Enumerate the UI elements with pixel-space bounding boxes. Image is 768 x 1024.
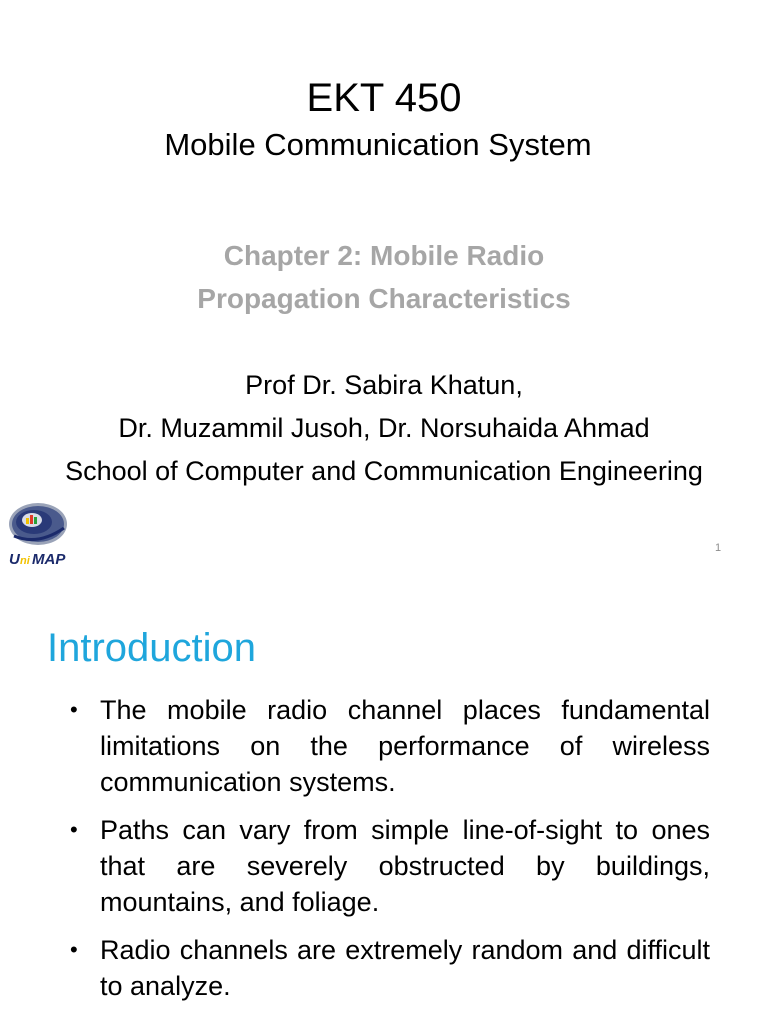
slide-title: Introduction [47, 626, 257, 670]
chapter-heading [0, 234, 768, 320]
course-code: EKT 450 [306, 76, 462, 120]
bullet-icon: • [70, 817, 78, 842]
authors-block [0, 364, 768, 493]
bullet-icon: • [70, 697, 78, 722]
author-line-1: Prof Dr. Sabira Khatun, [245, 370, 523, 400]
chapter-line-1: Chapter 2: Mobile Radio [223, 240, 545, 271]
bullet-text: Paths can vary from simple line-of-sight to ones that are severely obstructed by buildings, mountains, and foliage. [100, 815, 710, 917]
svg-text:ni: ni [20, 555, 30, 567]
svg-text:MAP: MAP [32, 551, 66, 568]
chapter-line-2: Propagation Characteristics [197, 283, 571, 314]
list-item [70, 812, 710, 920]
course-title: Mobile Communication System [164, 127, 592, 162]
introduction-slide [0, 600, 768, 1024]
list-item [70, 692, 710, 800]
slide-divider [0, 586, 768, 600]
unimap-logo-icon [6, 498, 70, 570]
author-line-2: Dr. Muzammil Jusoh, Dr. Norsuhaida Ahmad [118, 413, 650, 443]
slide-number: 1 [714, 542, 722, 554]
list-item [70, 932, 710, 1004]
school-line: School of Computer and Communication Engineering [65, 456, 703, 486]
bullet-icon: • [70, 937, 78, 962]
bullet-list [70, 692, 710, 1016]
svg-text:U: U [9, 551, 20, 568]
bullet-text: Radio channels are extremely random and difficult to analyze. [100, 935, 710, 1001]
bullet-text: The mobile radio channel places fundamental limitations on the performance of wireless communication systems. [100, 695, 710, 797]
